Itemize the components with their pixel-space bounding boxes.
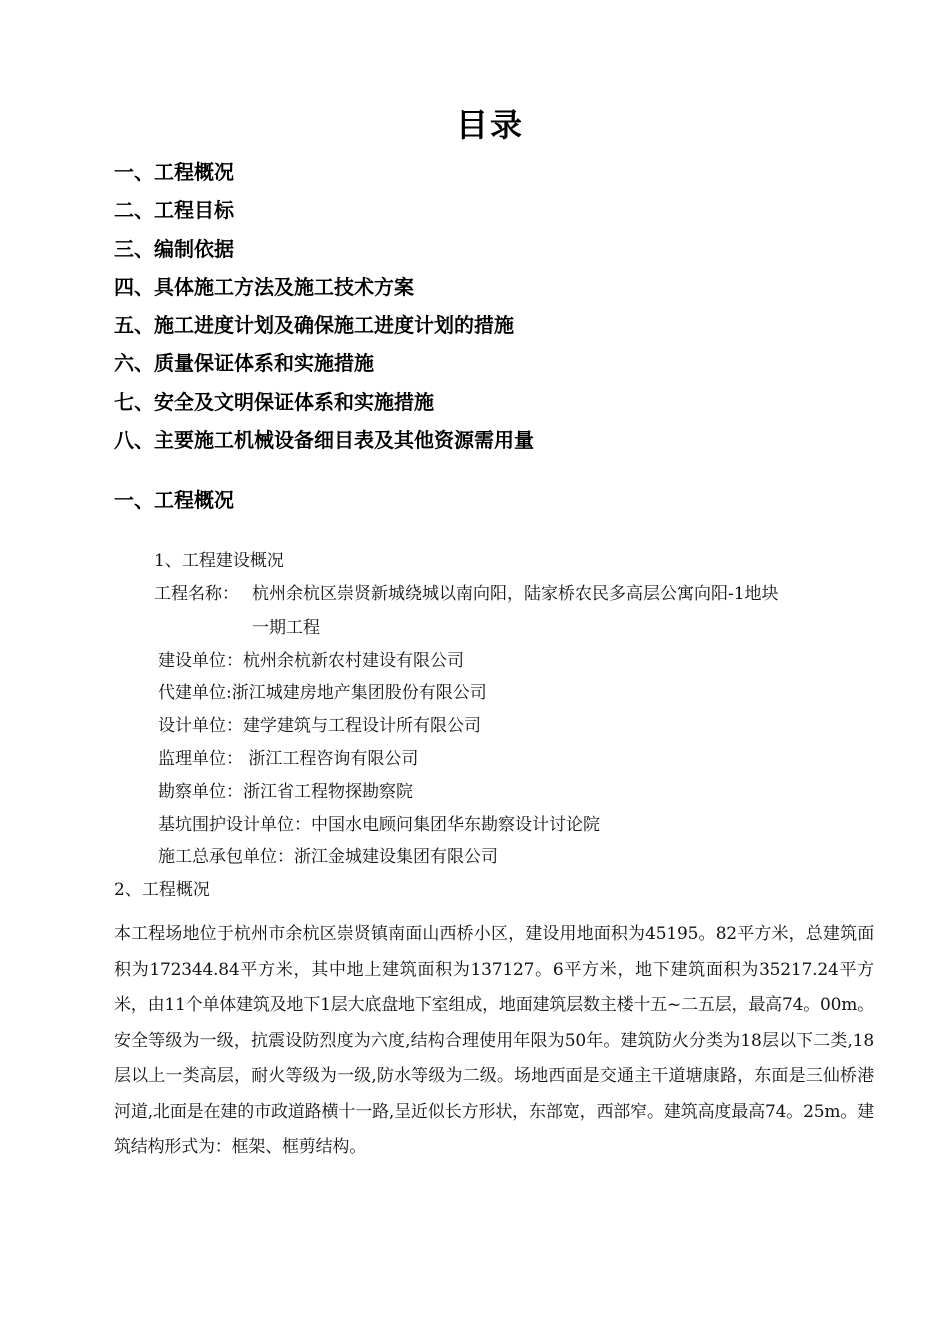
pit-design-unit: 基坑围护设计单位：中国水电顾问集团华东勘察设计讨论院 (158, 815, 600, 835)
section-heading: 一、工程概况 (114, 488, 234, 512)
toc-item: 一、工程概况 (114, 160, 234, 184)
project-name-continuation: 一期工程 (252, 618, 320, 638)
table-of-contents (114, 155, 534, 461)
agent-unit: 代建单位:浙江城建房地产集团股份有限公司 (158, 683, 487, 703)
overview-paragraph: 本工程场地位于杭州市余杭区崇贤镇南面山西桥小区，建设用地面积为45195。82平方米，总建筑面积为172344.84平方米，其中地上建筑面积为137127。6平方米，地下建筑面积为35217.24平方米，由11个单体建筑及地下1层大底盘地下室组成，地面建筑层数主楼十五~二五层，最高74。00m。安全等级为一级，抗震设防烈度为六度,结构合理使用年限为50年。建筑防火分类为18层以下二类,18层以上一类高层，耐火等级为一级,防水等级为二级。场地西面是交通主干道塘康路，东面是三仙桥港河道,北面是在建的市政道路横十一路,呈近似长方形状，东部宽，西部窄。建筑高度最高74。25m。建筑结构形式为：框架、框剪结构。 (114, 924, 874, 1157)
toc-item: 四、具体施工方法及施工技术方案 (114, 274, 414, 299)
project-name-value: 杭州余杭区崇贤新城绕城以南向阳，陆家桥农民多高层公寓向阳-1地块 (252, 584, 779, 604)
subsection-title: 2、工程概况 (114, 880, 210, 900)
toc-item: 七、安全及文明保证体系和实施措施 (114, 389, 434, 414)
survey-unit: 勘察单位：浙江省工程物探勘察院 (158, 782, 413, 802)
toc-item: 二、工程目标 (114, 198, 234, 223)
toc-item: 五、施工进度计划及确保施工进度计划的措施 (114, 313, 514, 338)
design-unit: 设计单位：建学建筑与工程设计所有限公司 (158, 716, 481, 736)
subsection-title: 1、工程建设概况 (154, 551, 284, 571)
project-name-label: 工程名称： (154, 584, 239, 604)
page-title: 目录 (455, 106, 524, 144)
build-unit: 建设单位：杭州余杭新农村建设有限公司 (158, 651, 464, 671)
toc-item: 八、主要施工机械设备细目表及其他资源需用量 (114, 428, 534, 453)
supervision-unit: 监理单位： 浙江工程咨询有限公司 (158, 749, 419, 769)
toc-item: 六、质量保证体系和实施措施 (114, 351, 374, 376)
general-contractor: 施工总承包单位：浙江金城建设集团有限公司 (158, 847, 498, 867)
toc-item: 三、编制依据 (114, 236, 234, 261)
